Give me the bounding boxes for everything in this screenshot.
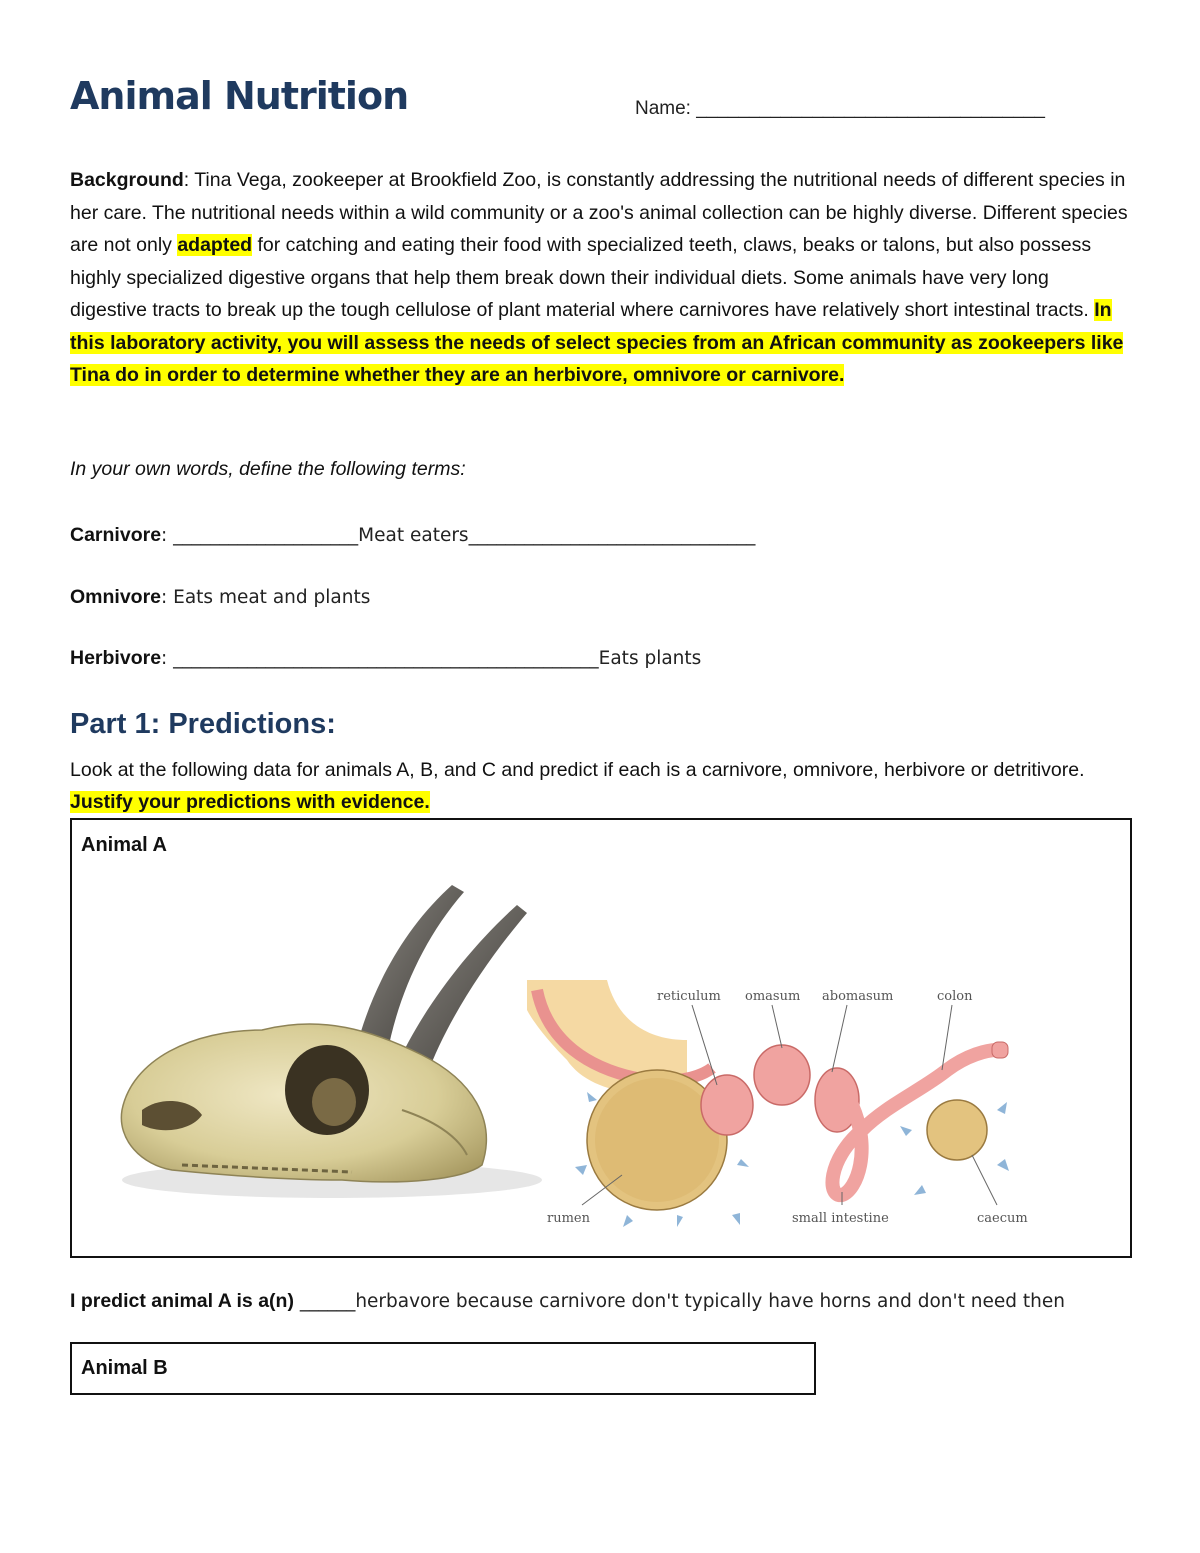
define-prompt: In your own words, define the following terms:	[70, 458, 466, 480]
instructions-highlight: Justify your predictions with evidence.	[70, 791, 430, 813]
animal-a-box	[70, 818, 1132, 1258]
label-rumen: rumen	[547, 1211, 590, 1226]
term-answer[interactable]: : ____________________Meat eaters_______________________________	[161, 525, 756, 546]
term-herbivore	[70, 647, 701, 670]
prediction-a	[70, 1290, 1065, 1313]
prediction-a-answer[interactable]: ______herbavore because carnivore don't typically have horns and don't need then	[293, 1291, 1065, 1312]
goat-skull-image	[102, 880, 572, 1230]
label-colon: colon	[937, 989, 973, 1004]
part1-heading: Part 1: Predictions:	[70, 708, 336, 740]
background-text-2: for catching and eating their food with specialized teeth, claws, beaks or talons, but also possess highly specialized digestive organs that help them break down their individual diets. Some animals have very long digestive tracts to break up the tough cellulose of plant material where carnivores have relatively short intestinal tracts.	[70, 234, 1095, 321]
label-omasum: omasum	[745, 989, 801, 1004]
term-omnivore	[70, 586, 370, 609]
highlight-activity-sentence: In this laboratory activity, you will assess the needs of select species from an African community as zookeepers like Tina do in order to determine whether they are an herbivore, omnivore or carnivore.	[70, 299, 1124, 386]
label-reticulum: reticulum	[657, 989, 721, 1004]
background-paragraph	[70, 164, 1130, 392]
prediction-a-label: I predict animal A is a(n)	[70, 1290, 294, 1312]
animal-a-label: Animal A	[81, 834, 167, 856]
highlight-adapted: adapted	[177, 234, 253, 256]
instructions-text: Look at the following data for animals A, B, and C and predict if each is a carnivore, omnivore, herbivore or detritivore.	[70, 759, 1085, 781]
label-caecum: caecum	[977, 1211, 1028, 1226]
term-carnivore	[70, 524, 755, 547]
label-abomasum: abomasum	[822, 989, 894, 1004]
term-label: Herbivore	[70, 647, 162, 669]
name-field[interactable]: Name: _________________________________	[635, 98, 1045, 119]
background-label: Background	[70, 169, 184, 191]
ruminant-digestive-diagram	[527, 980, 1047, 1235]
animal-b-label: Animal B	[81, 1357, 168, 1379]
label-small-intestine: small intestine	[792, 1211, 889, 1226]
background-text-1: : Tina Vega, zookeeper at Brookfield Zoo, is constantly addressing the nutritional needs of different species in her care. The nutritional needs within a wild community or a zoo's animal collection can be highly diverse. Different species are not only	[70, 169, 1128, 256]
part1-instructions	[70, 754, 1130, 818]
term-answer[interactable]: : Eats meat and plants	[161, 587, 371, 608]
term-label: Carnivore	[70, 524, 162, 546]
term-label: Omnivore	[70, 586, 162, 608]
term-answer[interactable]: : ______________________________________________Eats plants	[161, 648, 702, 669]
page-title: Animal Nutrition	[70, 74, 409, 118]
animal-b-box	[70, 1342, 816, 1395]
